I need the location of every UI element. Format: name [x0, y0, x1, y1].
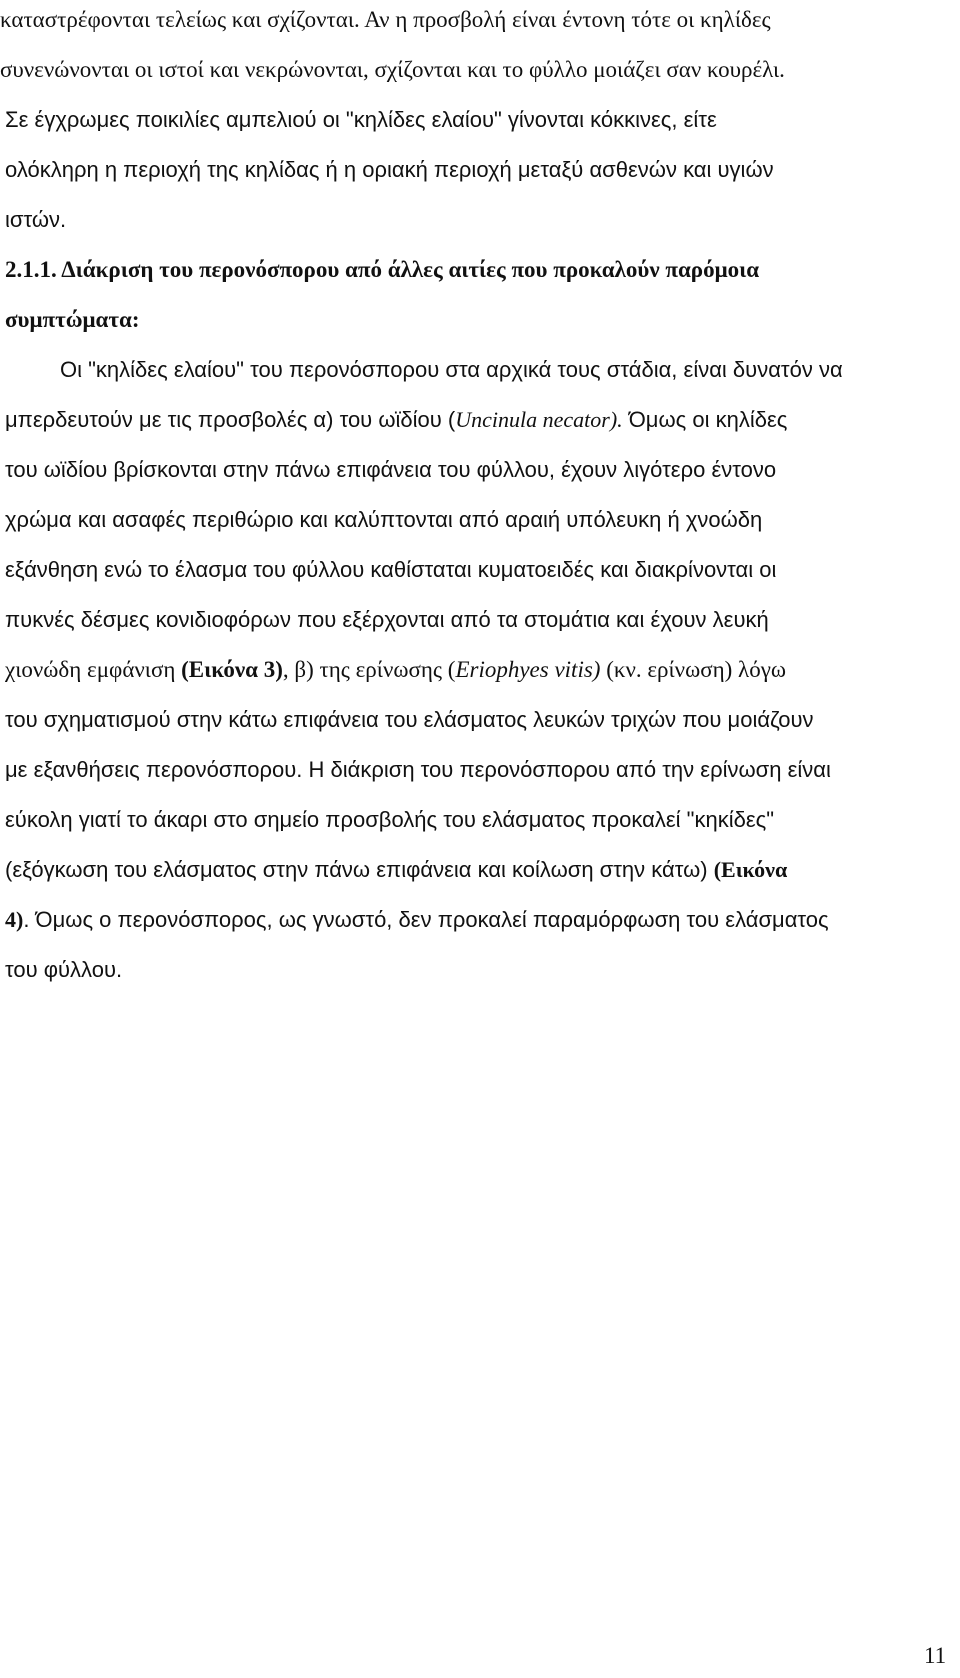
paragraph-text: Όμως οι κηλίδες: [622, 407, 788, 432]
paragraph-text: πυκνές δέσμες κονιδιοφόρων που εξέρχονται από τα στομάτια και έχουν λευκή: [5, 607, 769, 632]
paragraph-line: [5, 756, 895, 796]
paragraph-line: [5, 656, 895, 696]
text-line-content: ολόκληρη η περιοχή της κηλίδας ή η οριακή περιοχή μεταξύ ασθενών και υγιών: [5, 157, 774, 182]
paragraph-text: μπερδευτούν με τις προσβολές α) του ωϊδίου (: [5, 407, 456, 432]
paragraph-text: του φύλλου.: [5, 957, 123, 982]
figure-reference: (Εικόνα 3): [181, 657, 283, 682]
text-line-content: καταστρέφονται τελείως και σχίζονται. Αν η προσβολή είναι έντονη τότε οι κηλίδες: [0, 7, 771, 32]
text-line: [5, 156, 890, 196]
text-line-content: Σε έγχρωμες ποικιλίες αμπελιού οι "κηλίδες ελαίου" γίνονται κόκκινες, είτε: [5, 107, 717, 132]
paragraph-text: Οι "κηλίδες ελαίου" του περονόσπορου στα αρχικά τους στάδια, είναι δυνατόν να: [60, 357, 843, 382]
scientific-name: Uncinula necator).: [455, 407, 623, 432]
paragraph-text: . Όμως ο περονόσπορος, ως γνωστό, δεν προκαλεί παραμόρφωση του ελάσματος: [23, 907, 829, 932]
paragraph-text: του σχηματισμού στην κάτω επιφάνεια του ελάσματος λευκών τριχών που μοιάζουν: [5, 707, 814, 732]
paragraph-line: [5, 856, 895, 896]
paragraph-text: χρώμα και ασαφές περιθώριο και καλύπτονται από αραιή υπόλευκη ή χνοώδη: [5, 507, 763, 532]
paragraph-text: εξάνθηση ενώ το έλασμα του φύλλου καθίσταται κυματοειδές και διακρίνονται οι: [5, 557, 777, 582]
paragraph-text: εύκολη γιατί το άκαρι στο σημείο προσβολής του ελάσματος προκαλεί "κηκίδες": [5, 807, 775, 832]
scientific-name: Eriophyes vitis): [455, 657, 601, 682]
paragraph-line: [5, 506, 895, 546]
section-heading: [5, 256, 895, 296]
paragraph-line: [5, 406, 895, 446]
text-line: [0, 56, 895, 96]
paragraph-line: [5, 556, 895, 596]
paragraph-line: [5, 906, 895, 946]
section-heading: [5, 306, 139, 346]
paragraph-line: [5, 456, 895, 496]
paragraph-line: [5, 706, 895, 746]
paragraph-line: [5, 606, 895, 646]
text-line-content: ιστών.: [5, 207, 67, 232]
text-line: [0, 6, 895, 46]
section-heading-line-1: 2.1.1. Διάκριση του περονόσπορου από άλλες αιτίες που προκαλούν παρόμοια: [5, 257, 760, 282]
paragraph-text: με εξανθήσεις περονόσπορου. Η διάκριση του περονόσπορου από την ερίνωση είναι: [5, 757, 831, 782]
page-number: 11: [924, 1643, 947, 1668]
paragraph-text: (εξόγκωση του ελάσματος στην πάνω επιφάνεια και κοίλωση στην κάτω): [5, 857, 714, 882]
paragraph-text: , β) της ερίνωσης (: [282, 657, 456, 682]
text-line: [5, 206, 66, 246]
paragraph-text: του ωϊδίου βρίσκονται στην πάνω επιφάνεια του φύλλου, έχουν λιγότερο έντονο: [5, 457, 777, 482]
paragraph-text: χιονώδη εμφάνιση: [5, 657, 182, 682]
paragraph-line: [5, 956, 122, 996]
section-heading-line-2: συμπτώματα:: [5, 307, 140, 332]
paragraph-line: [5, 806, 895, 846]
text-line: [5, 106, 890, 146]
figure-reference: (Εικόνα: [713, 857, 788, 882]
paragraph-text: (κν. ερίνωση) λόγω: [600, 657, 787, 682]
paragraph-line: [60, 356, 892, 396]
text-line-content: συνενώνονται οι ιστοί και νεκρώνονται, σχίζονται και το φύλλο μοιάζει σαν κουρέλι.: [0, 57, 785, 82]
figure-reference: 4): [5, 907, 24, 932]
